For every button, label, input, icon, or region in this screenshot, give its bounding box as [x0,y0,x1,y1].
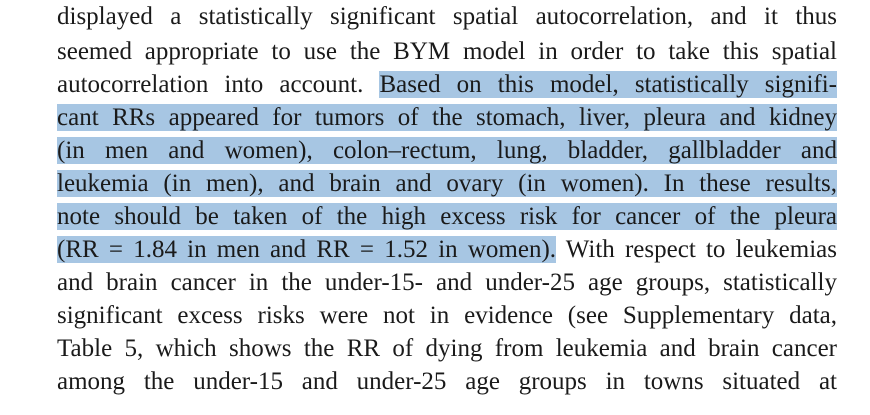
text-line-10 [57,299,837,332]
highlighted-text[interactable]: (RR = 1.84 in men and RR = 1.52 in women). [57,236,557,263]
text-line-7 [57,200,837,233]
text-line-4 [57,101,837,134]
line-text: displayed a statistically significant spatial autocorrelation, and it thus [57,3,837,30]
text-line-3 [57,68,837,101]
text-line-5 [57,134,837,167]
text-line-9 [57,266,837,299]
text-line-2 [57,35,837,68]
line-text-plain: autocorrelation into account. [57,71,380,98]
highlighted-text[interactable]: note should be taken of the high excess risk for cancer of the pleura [57,203,837,230]
line-text: seemed appropriate to use the BYM model in order to take this spatial [57,38,837,65]
text-line-6 [57,167,837,200]
text-line-11 [57,332,837,365]
text-line-12 [57,365,837,398]
line-text: among the under-15 and under-25 age groups in towns situated at [57,368,837,395]
highlighted-text[interactable]: Based on this model, statistically signifi- [379,71,837,98]
highlighted-text[interactable]: leukemia (in men), and brain and ovary (in women). In these results, [57,170,837,197]
line-text: Table 5, which shows the RR of dying from leukemia and brain cancer [57,335,837,362]
highlighted-text[interactable]: cant RRs appeared for tumors of the stomach, liver, pleura and kidney [57,104,837,131]
line-text: significant excess risks were not in evidence (see Supplementary data, [57,302,837,329]
text-line-8 [57,233,837,266]
line-text-plain: With respect to leukemias [556,236,837,263]
text-line-1 [57,0,837,33]
line-text: and brain cancer in the under-15- and under-25 age groups, statistically [57,269,837,296]
highlighted-text[interactable]: (in men and women), colon–rectum, lung, bladder, gallbladder and [57,137,837,164]
